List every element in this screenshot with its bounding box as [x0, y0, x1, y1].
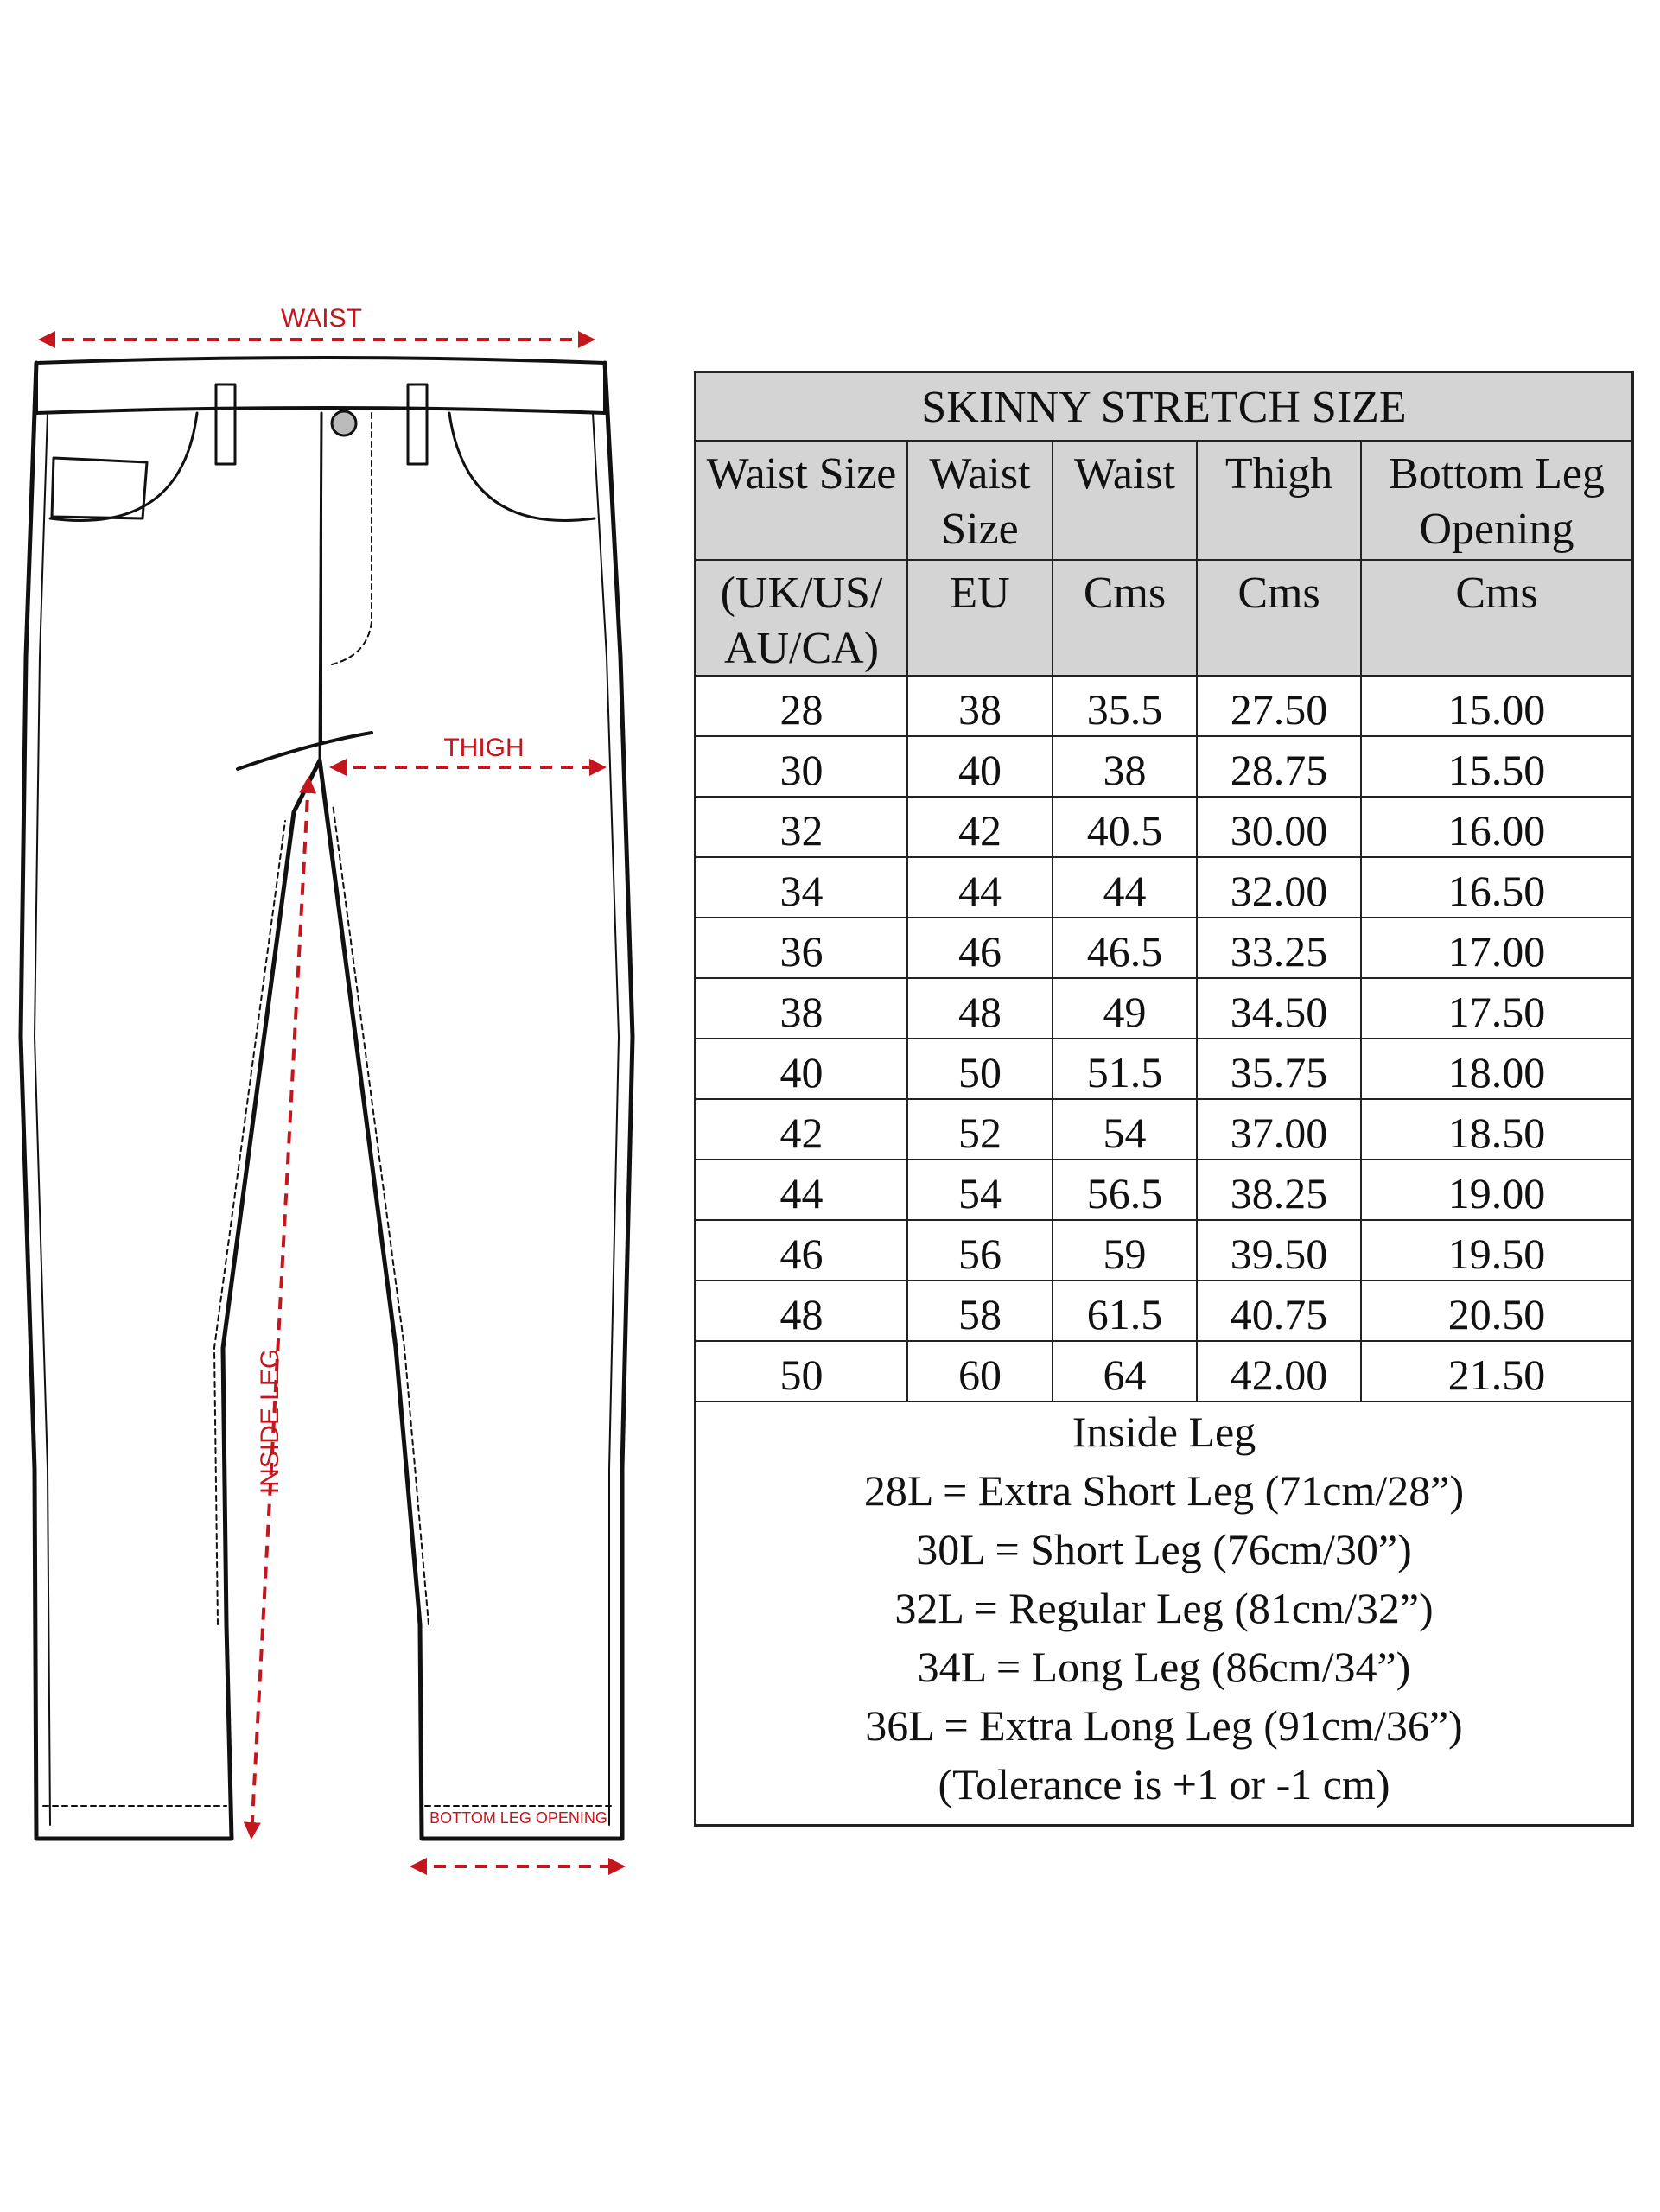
- table-header-row: [696, 561, 1631, 677]
- table-cell: 28: [696, 677, 908, 735]
- thigh-label: THIGH: [443, 734, 525, 762]
- table-title: SKINNY STRETCH SIZE: [696, 373, 1631, 442]
- table-cell: 44: [696, 1160, 908, 1219]
- table-cell: 32: [696, 798, 908, 856]
- table-cell: 19.00: [1447, 1169, 1546, 1217]
- inside-leg-note: 32L = Regular Leg (81cm/32”): [894, 1584, 1434, 1632]
- table-cell: 30.00: [1198, 798, 1362, 856]
- table-cell: 28.75: [1198, 737, 1362, 796]
- inside-leg-note: 28L = Extra Short Leg (71cm/28”): [863, 1466, 1465, 1515]
- table-cell: 40.75: [1198, 1281, 1362, 1340]
- table-cell: 42.00: [1198, 1342, 1362, 1401]
- table-cell: 20.50: [1447, 1290, 1546, 1338]
- table-header-cell: Bottom Leg Opening: [1389, 449, 1605, 554]
- inside-leg-note: 34L = Long Leg (86cm/34”): [917, 1643, 1411, 1691]
- table-cell: 59: [1053, 1221, 1198, 1280]
- table-cell: 16.00: [1447, 806, 1546, 855]
- table-cell: 61.5: [1053, 1281, 1198, 1340]
- waist-label: WAIST: [281, 304, 362, 333]
- table-header-cell: Waist: [1053, 442, 1198, 559]
- table-cell: 50: [696, 1342, 908, 1401]
- size-chart-table: [694, 371, 1634, 1827]
- table-cell: 49: [1053, 979, 1198, 1038]
- table-cell: 39.50: [1198, 1221, 1362, 1280]
- inside-leg-label: INSIDE LEG: [256, 1348, 284, 1495]
- table-row: [696, 1039, 1631, 1100]
- table-header-cell: Thigh: [1198, 442, 1362, 559]
- table-header-cell: Cms: [1455, 569, 1538, 618]
- table-cell: 38.25: [1198, 1160, 1362, 1219]
- table-cell: 17.50: [1447, 988, 1546, 1036]
- table-header-row: [696, 442, 1631, 561]
- table-header-cell: Cms: [1053, 561, 1198, 675]
- table-row: [696, 1342, 1631, 1402]
- table-cell: 48: [696, 1281, 908, 1340]
- table-cell: 34.50: [1198, 979, 1362, 1038]
- table-cell: 64: [1053, 1342, 1198, 1401]
- table-cell: 21.50: [1447, 1351, 1546, 1399]
- table-row: [696, 798, 1631, 858]
- table-cell: 46: [696, 1221, 908, 1280]
- table-cell: 35.75: [1198, 1039, 1362, 1098]
- table-cell: 17.00: [1447, 927, 1546, 976]
- inside-leg-note: 36L = Extra Long Leg (91cm/36”): [865, 1701, 1463, 1750]
- table-cell: 38: [908, 677, 1053, 735]
- table-row: [696, 677, 1631, 737]
- table-cell: 46: [908, 918, 1053, 977]
- table-cell: 18.50: [1447, 1109, 1546, 1157]
- table-cell: 40: [908, 737, 1053, 796]
- table-cell: 37.00: [1198, 1100, 1362, 1159]
- table-header-cell: Waist Size: [696, 442, 908, 559]
- table-row: [696, 1221, 1631, 1281]
- table-cell: 58: [908, 1281, 1053, 1340]
- table-header-cell: EU: [908, 561, 1053, 675]
- inside-leg-note: 30L = Short Leg (76cm/30”): [916, 1525, 1412, 1573]
- table-cell: 42: [696, 1100, 908, 1159]
- table-cell: 16.50: [1447, 867, 1546, 915]
- table-cell: 35.5: [1053, 677, 1198, 735]
- table-row: [696, 979, 1631, 1039]
- table-cell: 54: [1053, 1100, 1198, 1159]
- table-cell: 38: [1053, 737, 1198, 796]
- inside-leg-note: (Tolerance is +1 or -1 cm): [938, 1760, 1390, 1808]
- table-cell: 42: [908, 798, 1053, 856]
- table-header-cell: (UK/US/ AU/CA): [696, 561, 908, 675]
- waist-button-icon: [332, 411, 356, 435]
- jeans-diagram: [0, 0, 674, 2212]
- table-cell: 56: [908, 1221, 1053, 1280]
- table-cell: 19.50: [1447, 1230, 1546, 1278]
- table-cell: 27.50: [1198, 677, 1362, 735]
- inside-leg-heading: Inside Leg: [1072, 1408, 1256, 1456]
- table-row: [696, 1160, 1631, 1221]
- table-cell: 54: [908, 1160, 1053, 1219]
- table-cell: 33.25: [1198, 918, 1362, 977]
- bottom-leg-opening-label: BOTTOM LEG OPENING: [429, 1809, 607, 1827]
- table-row: [696, 1281, 1631, 1342]
- table-cell: 46.5: [1053, 918, 1198, 977]
- table-header-cell: Waist Size: [908, 442, 1053, 559]
- table-cell: 51.5: [1053, 1039, 1198, 1098]
- table-cell: 52: [908, 1100, 1053, 1159]
- table-cell: 50: [908, 1039, 1053, 1098]
- table-cell: 36: [696, 918, 908, 977]
- table-row: [696, 858, 1631, 918]
- table-cell: 40.5: [1053, 798, 1198, 856]
- inside-leg-notes: [696, 1402, 1631, 1824]
- table-header-cell: Cms: [1198, 561, 1362, 675]
- table-row: [696, 737, 1631, 798]
- table-cell: 34: [696, 858, 908, 917]
- jeans-outline: [21, 358, 633, 1839]
- table-cell: 15.50: [1447, 746, 1546, 794]
- table-cell: 18.00: [1447, 1048, 1546, 1096]
- inside-leg-measure-arrow: [251, 779, 308, 1836]
- table-cell: 40: [696, 1039, 908, 1098]
- table-cell: 60: [908, 1342, 1053, 1401]
- table-cell: 44: [908, 858, 1053, 917]
- table-cell: 56.5: [1053, 1160, 1198, 1219]
- table-cell: 38: [696, 979, 908, 1038]
- table-cell: 15.00: [1447, 685, 1546, 734]
- table-cell: 32.00: [1198, 858, 1362, 917]
- table-row: [696, 1100, 1631, 1160]
- table-row: [696, 918, 1631, 979]
- table-cell: 30: [696, 737, 908, 796]
- table-cell: 44: [1053, 858, 1198, 917]
- table-cell: 48: [908, 979, 1053, 1038]
